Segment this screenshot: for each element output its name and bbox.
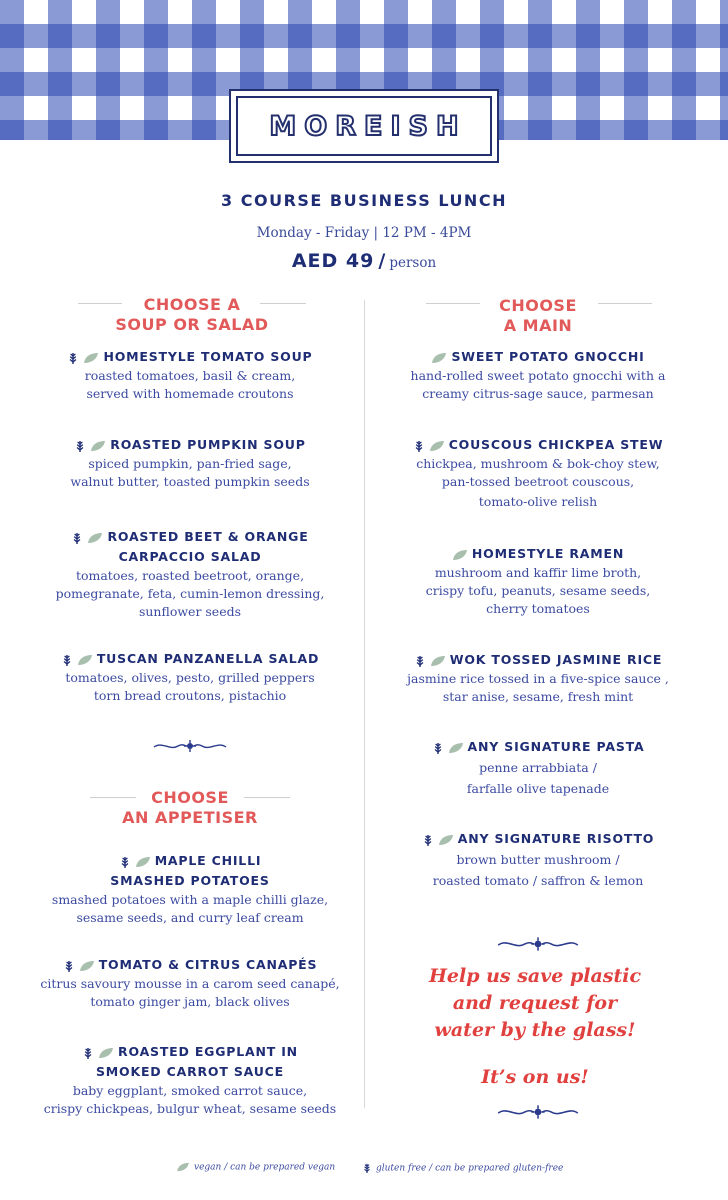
menu-item-pumpkin-soup: ROASTED PUMPKIN SOUP spiced pumpkin, pan-fried sage, walnut butter, toasted pumpkin seeds: [70, 437, 310, 489]
vegan-leaf-icon: [135, 856, 151, 868]
heading-main: CHOOSE A MAIN: [499, 296, 577, 335]
offer-hours: Monday - Friday | 12 PM - 4PM: [256, 225, 472, 241]
gluten-free-icon: [82, 1046, 94, 1060]
flourish-ornament: [152, 737, 228, 755]
vegan-leaf-icon: [83, 352, 99, 364]
menu-item-tomato-soup: HOMESTYLE TOMATO SOUP roasted tomatoes, basil & cream, served with homemade croutons: [30, 347, 350, 403]
vegan-leaf-icon: [430, 655, 446, 667]
offer-price-line: [0, 250, 728, 272]
price-separator: /: [378, 250, 386, 272]
menu-item-couscous-stew: COUSCOUS CHICKPEA STEW chickpea, mushroom & bok-choy stew, pan-tossed beetroot couscous, tomato-olive relish: [364, 435, 712, 511]
menu-item-risotto: ANY SIGNATURE RISOTTO brown butter mushroom / roasted tomato / saffron & lemon: [378, 829, 698, 890]
offer-title: 3 COURSE BUSINESS LUNCH: [221, 191, 507, 210]
gluten-free-icon: [362, 1162, 372, 1174]
menu-item-gnocchi: SWEET POTATO GNOCCHI hand-rolled sweet potato gnocchi with a creamy citrus-sage sauce, parmesan: [410, 349, 666, 401]
vegan-leaf-icon: [438, 834, 454, 846]
gluten-free-icon: [119, 855, 131, 869]
gluten-free-icon: [414, 654, 426, 668]
brand-name: MOREISH: [269, 110, 467, 142]
legend-vegan: vegan / can be prepared vegan: [176, 1162, 335, 1173]
gluten-free-icon: [67, 351, 79, 365]
gluten-free-icon: [71, 531, 83, 545]
promo-line: It’s on us!: [481, 1066, 589, 1088]
promo-line: water by the glass!: [434, 1019, 636, 1041]
gluten-free-icon: [63, 959, 75, 973]
gluten-free-icon: [413, 439, 425, 453]
vegan-leaf-icon: [98, 1047, 114, 1059]
heading-appetiser: CHOOSE AN APPETISER: [122, 788, 258, 827]
menu-item-pasta: ANY SIGNATURE PASTA penne arrabbiata / farfalle olive tapenade: [378, 737, 698, 798]
gluten-free-icon: [422, 833, 434, 847]
gluten-free-icon: [432, 741, 444, 755]
vegan-leaf-icon: [79, 960, 95, 972]
gluten-free-icon: [74, 439, 86, 453]
promo-line: and request for: [452, 992, 618, 1014]
menu-item-canapes: TOMATO & CITRUS CANAPÉS citrus savoury mousse in a carom seed canapé, tomato ginger jam, black olives: [40, 957, 340, 1009]
vegan-leaf-icon: [90, 440, 106, 452]
menu-item-panzanella: TUSCAN PANZANELLA SALAD tomatoes, olives, pesto, grilled peppers torn bread croutons, pistachio: [30, 649, 350, 705]
menu-item-ramen: HOMESTYLE RAMEN mushroom and kaffir lime broth, crispy tofu, peanuts, sesame seeds, cherry tomatoes: [425, 546, 651, 616]
vegan-leaf-icon: [77, 654, 93, 666]
heading-soup-salad: CHOOSE A SOUP OR SALAD: [115, 295, 269, 334]
gluten-free-icon: [61, 653, 73, 667]
vegan-leaf-icon: [87, 532, 103, 544]
menu-item-jasmine-rice: WOK TOSSED JASMINE RICE jasmine rice tossed in a five-spice sauce , star anise, sesame, fresh mint: [407, 652, 669, 704]
price-unit: person: [389, 255, 437, 271]
offer-price: AED 49: [291, 250, 375, 272]
menu-item-beet-salad: ROASTED BEET & ORANGE CARPACCIO SALAD tomatoes, roasted beetroot, orange, pomegranate, feta, cumin-lemon dressing, sunflower seeds: [55, 529, 325, 619]
flourish-ornament: [496, 1102, 580, 1122]
flourish-ornament: [496, 934, 580, 954]
logo: [229, 89, 499, 163]
vegan-leaf-icon: [452, 549, 468, 561]
menu-item-maple-potatoes: MAPLE CHILLI SMASHED POTATOES smashed potatoes with a maple chilli glaze, sesame seeds, and curry leaf cream: [51, 853, 329, 925]
promo-line: Help us save plastic: [428, 965, 642, 987]
vegan-leaf-icon: [431, 352, 447, 364]
vegan-leaf-icon: [176, 1162, 190, 1172]
vegan-leaf-icon: [448, 742, 464, 754]
menu-item-eggplant: ROASTED EGGPLANT IN SMOKED CARROT SAUCE baby eggplant, smoked carrot sauce, crispy chickpeas, bulgur wheat, sesame seeds: [43, 1044, 337, 1116]
legend-gluten-free: gluten free / can be prepared gluten-free: [362, 1162, 563, 1174]
vegan-leaf-icon: [429, 440, 445, 452]
column-divider: [364, 300, 365, 1108]
